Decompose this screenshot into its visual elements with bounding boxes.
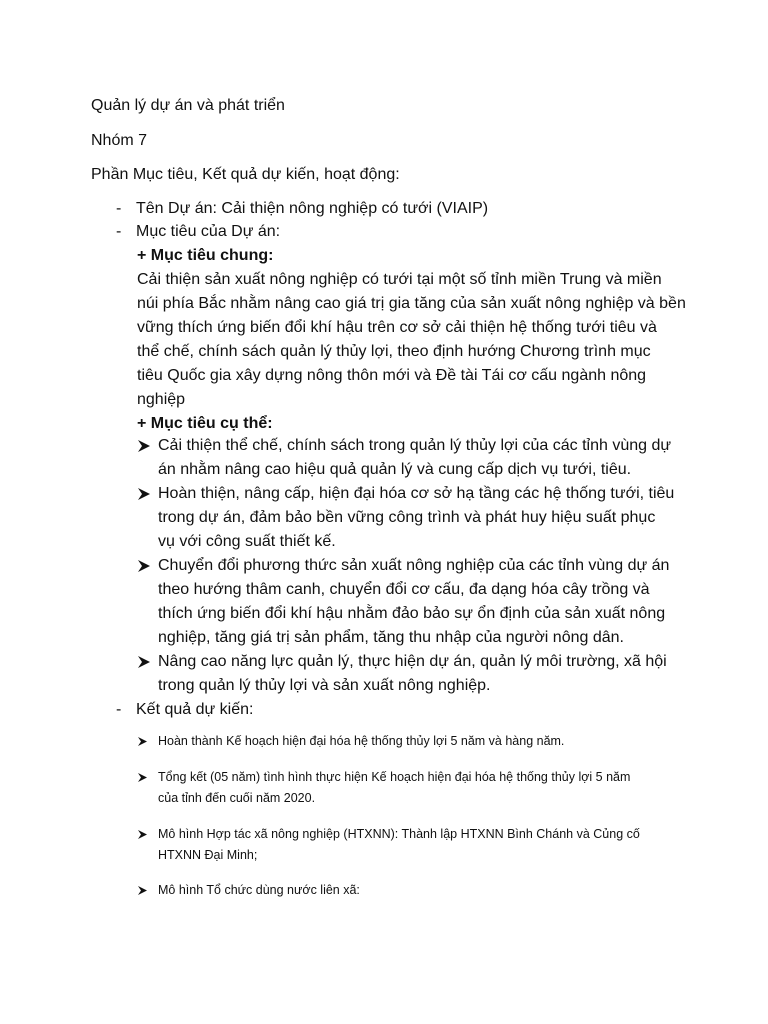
- arrowhead-bullet-icon: [137, 824, 149, 845]
- specific-objective-line: theo hướng thâm canh, chuyển đổi cơ cấu, đa dạng hóa cây trồng và: [158, 581, 650, 598]
- expected-results-heading-text: Kết quả dự kiến:: [136, 701, 254, 718]
- general-objective-line: Cải thiện sản xuất nông nghiệp có tưới tại một số tỉnh miền Trung và miền: [137, 271, 662, 288]
- specific-objective-heading: + Mục tiêu cụ thể:: [137, 415, 273, 432]
- general-objective-line: tiêu Quốc gia xây dựng nông thôn mới và Đề tài Tái cơ cấu ngành nông: [137, 367, 647, 384]
- specific-objective-line: Chuyển đổi phương thức sản xuất nông nghiệp của các tỉnh vùng dự án: [158, 557, 670, 574]
- expected-result-line: Mô hình Tổ chức dùng nước liên xã:: [158, 883, 360, 897]
- dash-marker: -: [116, 200, 122, 217]
- specific-objective-line: án nhằm nâng cao hiệu quả quản lý và cung cấp dịch vụ tưới, tiêu.: [158, 461, 632, 478]
- expected-result-line: Mô hình Hợp tác xã nông nghiệp (HTXNN): Thành lập HTXNN Bình Chánh và Củng cố: [158, 827, 640, 841]
- general-objective-line: thể chế, chính sách quản lý thủy lợi, theo định hướng Chương trình mục: [137, 343, 651, 360]
- specific-objective-line: thích ứng biến đổi khí hậu nhằm đảo bảo sự ổn định của sản xuất nông: [158, 605, 666, 622]
- specific-objective-line: Cải thiện thể chế, chính sách trong quản lý thủy lợi của các tỉnh vùng dự: [158, 437, 672, 454]
- objectives-heading-text: Mục tiêu của Dự án:: [136, 223, 281, 240]
- general-objective-line: vững thích ứng biến đổi khí hậu trên cơ sở cải thiện hệ thống tưới tiêu và: [137, 319, 657, 336]
- dash-marker: -: [116, 223, 122, 240]
- group-label: Nhóm 7: [91, 132, 148, 149]
- arrowhead-bullet-icon: [137, 767, 149, 788]
- specific-objective-line: trong dự án, đảm bảo bền vững công trình và phát huy hiệu suất phục: [158, 509, 656, 526]
- general-objective: [137, 244, 686, 436]
- general-objective-line: nghiệp: [137, 391, 186, 408]
- specific-objective-line: nghiệp, tăng giá trị sản phẩm, tăng thu nhập của người nông dân.: [158, 629, 624, 646]
- expected-result-line: của tỉnh đến cuối năm 2020.: [158, 791, 316, 805]
- arrowhead-bullet-icon: [137, 482, 151, 506]
- general-objective-heading: + Mục tiêu chung:: [137, 247, 274, 264]
- section-heading: Phần Mục tiêu, Kết quả dự kiến, hoạt động:: [91, 166, 400, 183]
- expected-result-line: Tổng kết (05 năm) tình hình thực hiện Kế hoạch hiện đại hóa hệ thống thủy lợi 5 năm: [158, 770, 631, 784]
- general-objective-line: núi phía Bắc nhằm nâng cao giá trị gia tăng của sản xuất nông nghiệp và bền: [137, 295, 686, 312]
- arrowhead-bullet-icon: [137, 554, 151, 578]
- arrowhead-bullet-icon: [137, 731, 149, 752]
- specific-objective-line: vụ với công suất thiết kế.: [158, 533, 336, 550]
- arrowhead-bullet-icon: [137, 880, 149, 901]
- arrowhead-bullet-icon: [137, 434, 151, 458]
- specific-objective-line: trong quản lý thủy lợi và sản xuất nông nghiệp.: [158, 677, 491, 694]
- dash-marker: -: [116, 701, 122, 718]
- specific-objective-line: Nâng cao năng lực quản lý, thực hiện dự án, quản lý môi trường, xã hội: [158, 653, 667, 670]
- project-name-text: Tên Dự án: Cải thiện nông nghiệp có tưới (VIAIP): [136, 200, 489, 217]
- arrowhead-bullet-icon: [137, 650, 151, 674]
- expected-result-line: HTXNN Đại Minh;: [158, 848, 258, 862]
- expected-result-line: Hoàn thành Kế hoạch hiện đại hóa hệ thống thủy lợi 5 năm và hàng năm.: [158, 734, 565, 748]
- document-title: Quản lý dự án và phát triển: [91, 97, 285, 114]
- specific-objective-line: Hoàn thiện, nâng cấp, hiện đại hóa cơ sở hạ tầng các hệ thống tưới, tiêu: [158, 485, 675, 502]
